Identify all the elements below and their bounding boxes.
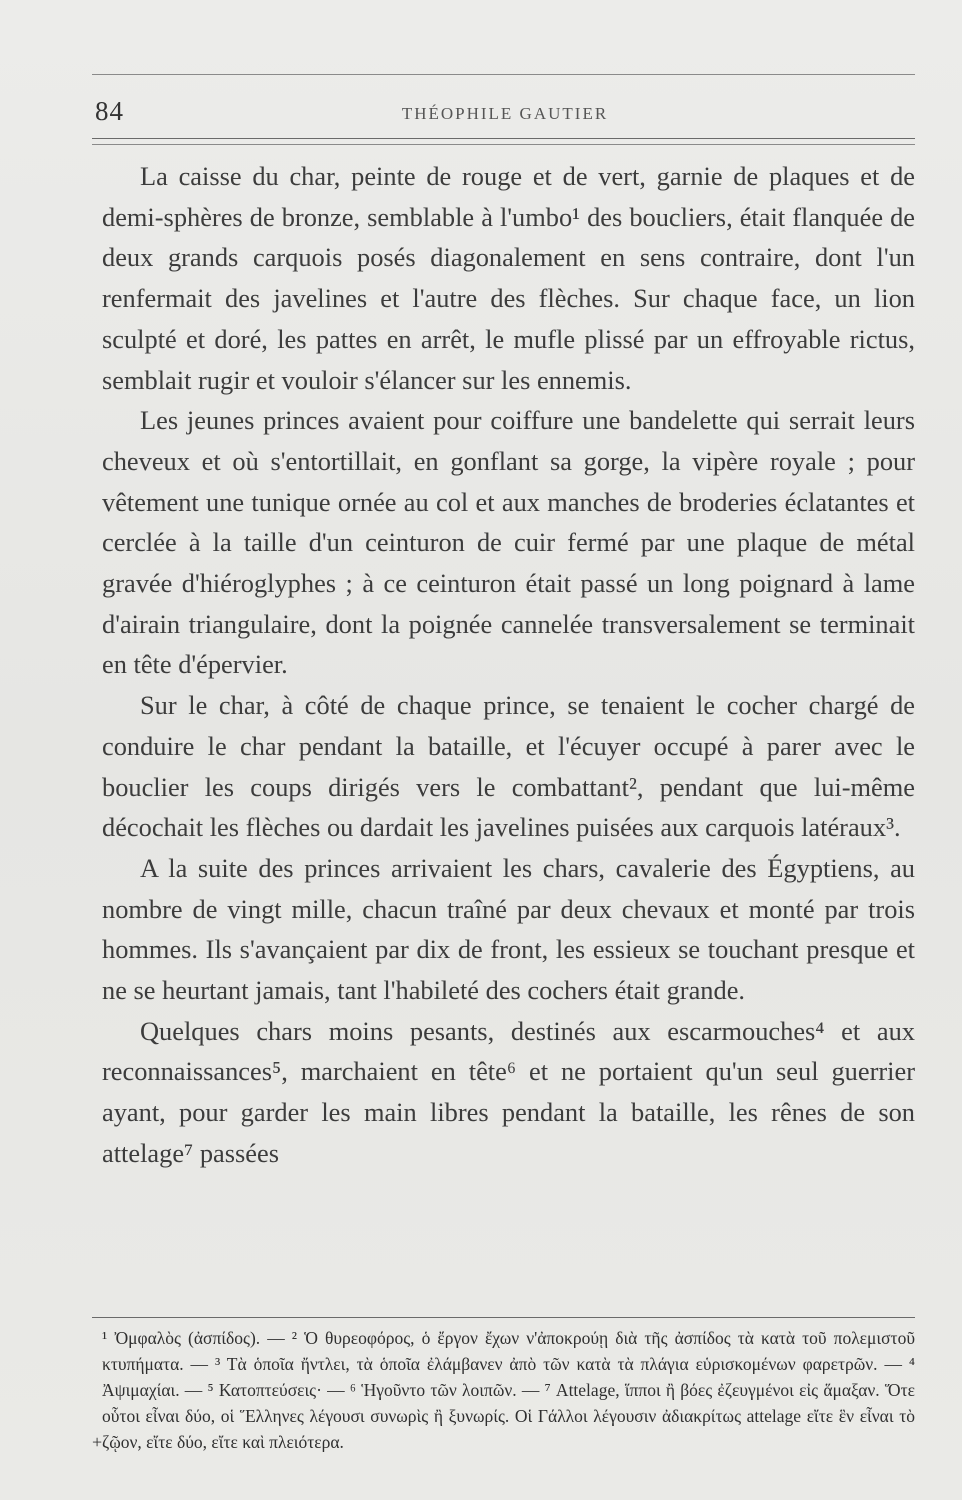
paragraph: Sur le char, à côté de chaque prince, se tenaient le cocher chargé de conduire le char pendant la bataille, et l'écuyer occupé à parer avec le bouclier les coups dirigés vers le combattant², pendant que lui-même décochait les flèches ou dardait les javelines puisées aux carquois latéraux³. [102,690,915,843]
running-head: THÉOPHILE GAUTIER [401,104,609,123]
top-rule [92,74,915,75]
paragraph: Les jeunes princes avaient pour coiffure une bandelette qui serrait leurs cheveux et où s'entortillait, en gonflant sa gorge, la vipère royale ; pour vêtement une tunique ornée au col et aux manches de broderies éclatantes et cerclée à la taille d'un ceinturon de cuir fermé par une plaque de métal gravée d'hiéroglyphes ; à ce ceinturon était passé un long poignard à lame d'airain triangulaire, dont la poignée cannelée transversalement se terminait en tête d'épervier. [102,405,915,680]
paragraph: La caisse du char, peinte de rouge et de vert, garnie de plaques et de demi-sphères de bronze, semblable à l'umbo¹ des boucliers, était flanquée de deux grands carquois posés diagonalement en sens contraire, dont l'un renfermait des javelines et l'autre des flèches. Sur chaque face, un lion sculpté et doré, les pattes en arrêt, le mufle plissé par un effroyable rictus, semblait rugir et vouloir s'élancer sur les ennemis. [102,161,915,395]
footnotes [102,1325,915,1455]
footnote-text: ¹ Ὀμφαλὸς (ἀσπίδος). — ² Ὁ θυρεοφόρος, ὁ ἔργον ἔχων ν'ἀποκρούῃ διὰ τῆς ἀσπίδος τὰ κατὰ τοῦ πολεμιστοῦ κτυπήματα. — ³ Τὰ ὁποῖα ἤντλει, τὰ ὁποῖα ἐλάμβανεν ἀπὸ τῶν κατὰ τὰ πλάγια εὑρισκομένων φαρετρῶν. — ⁴ Ἀψιμαχίαι. — ⁵ Κατοπτεύσεις· — ⁶ Ἡγοῦντο τῶν λοιπῶν. — ⁷ Attelage, ἵπποι ἢ βόες ἐζευγμένοι εἰς ἅμαξαν. Ὅτε οὗτοι εἶναι δύο, οἱ Ἕλληνες λέγουσι συνωρὶς ἢ ξυνωρίς. Οἱ Γάλλοι λέγουσιν ἀδιακρίτως attelage εἴτε ἓν εἶναι τὸ ζῷον, εἴτε δύο, εἴτε καὶ πλειότερα. [102,1328,915,1452]
page-number: 84 [95,96,124,126]
header-rule [92,138,915,139]
page-header [95,96,915,132]
header-rule-thin [92,144,915,145]
paragraph: A la suite des princes arrivaient les chars, cavalerie des Égyptiens, au nombre de vingt mille, chacun traîné par deux chevaux et monté par trois hommes. Ils s'avançaient par dix de front, les essieux se touchant presque et ne se heurtant jamais, tant l'habileté des cochers était grande. [102,852,915,1006]
body-text [102,156,915,1174]
footnote-rule [92,1317,915,1318]
margin-mark: + [92,1432,103,1452]
paragraph: Quelques chars moins pesants, destinés aux escarmouches⁴ et aux reconnaissances⁵, marchaient en tête⁶ et ne portaient qu'un seul guerrier ayant, pour garder les main libres pendant la bataille, les rênes de son attelage⁷ passées [102,1015,915,1168]
